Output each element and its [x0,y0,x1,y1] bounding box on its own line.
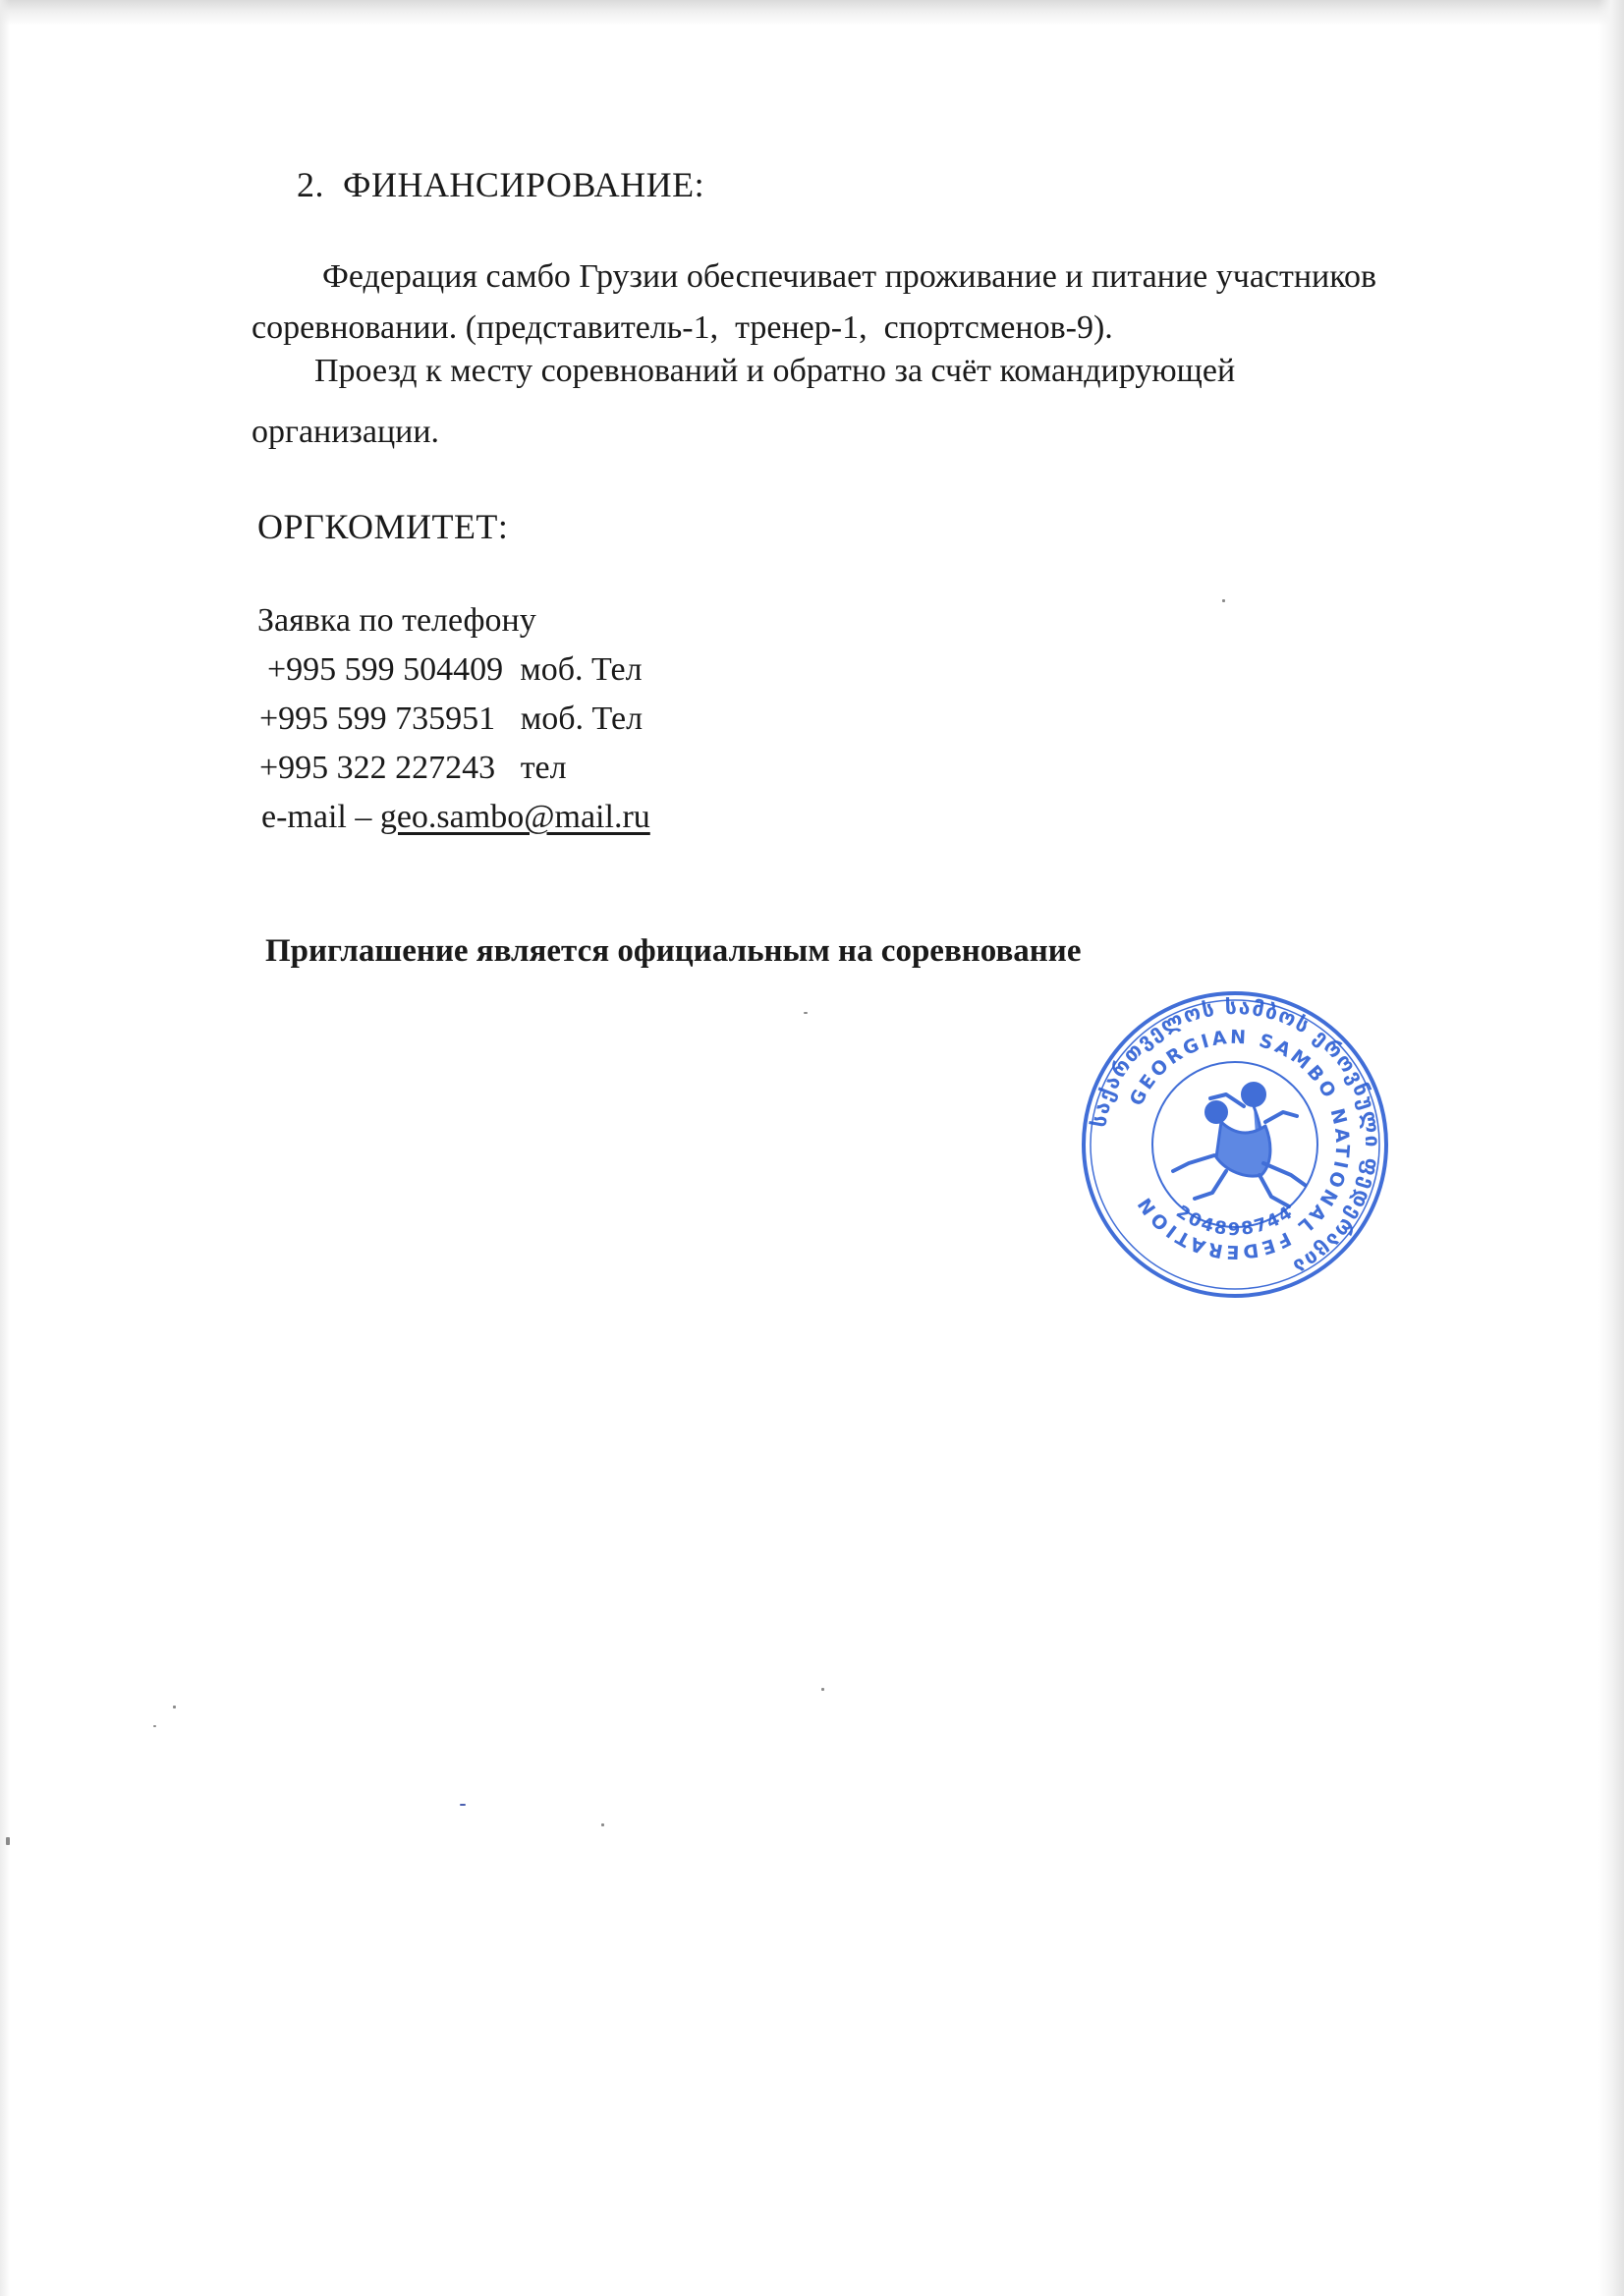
scan-speck [153,1725,156,1727]
phone-row-3 [259,749,567,788]
scan-speck [460,1804,466,1806]
scan-speck [173,1706,176,1708]
scan-left-edge [0,0,10,2296]
travel-paragraph-line-2: организации. [252,414,440,450]
scan-speck [601,1823,604,1826]
scan-speck [804,1012,808,1014]
phone-label: моб. Тел [520,651,643,688]
phone-number: +995 599 504409 [267,651,504,688]
scan-top-edge [0,0,1624,26]
stamp-code: 204898744 [1172,1201,1298,1240]
funding-paragraph-line-1: Федерация самбо Грузии обеспечивает проживание и питание участников [322,258,1377,295]
section-title: ФИНАНСИРОВАНИЕ: [343,165,705,204]
federation-stamp [1079,988,1391,1301]
wrestlers-emblem-icon [1173,1084,1305,1206]
scan-right-edge [1598,0,1624,2296]
stamp-outer-text: საქართველოს სამბოს ეროვნული ფედერაცია [1087,994,1385,1280]
scan-speck [821,1688,824,1691]
phone-number: +995 599 735951 [259,700,496,737]
scan-speck [1222,599,1225,602]
funding-paragraph-line-2: соревновании. (представитель-1, тренер-1, спортсменов-9). [252,309,1113,346]
email-row [261,798,650,837]
scan-speck [6,1837,10,1845]
travel-paragraph-line-1: Проезд к месту соревнований и обратно за счёт командирующей [314,353,1236,389]
phone-label: тел [520,750,567,786]
phone-label: моб. Тел [520,700,644,737]
stamp-inner-text: GEORGIAN SAMBO NATIONAL FEDERATION [1125,1026,1354,1263]
invitation-note: Приглашение является официальным на соревнование [265,933,1082,969]
section-heading [297,165,704,204]
application-intro: Заявка по телефону [257,602,536,639]
section-number: 2. [297,165,324,204]
phone-row-2 [259,700,643,739]
email-link[interactable]: geo.sambo@mail.ru [379,799,650,835]
phone-number: +995 322 227243 [259,750,496,786]
committee-heading: ОРГКОМИТЕТ: [257,507,509,546]
phone-row-1 [267,650,643,690]
email-prefix: e-mail – [261,799,380,835]
